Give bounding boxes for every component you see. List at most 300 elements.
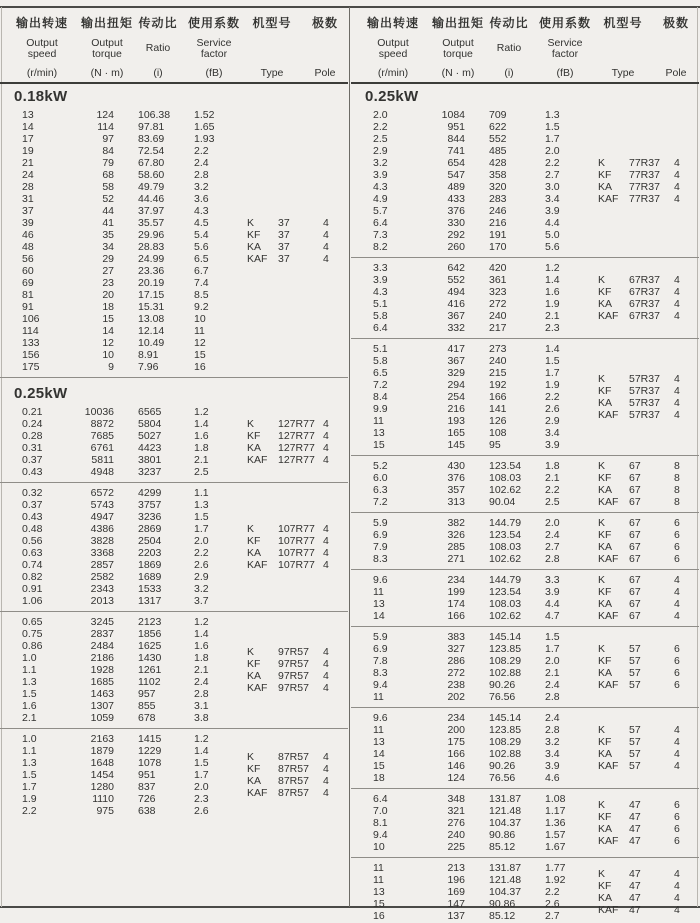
header-label-en bbox=[91, 38, 123, 61]
output-torque-value: 2582 bbox=[90, 571, 114, 583]
output-speed-value: 31 bbox=[22, 193, 34, 205]
service-factor-value: 3.9 bbox=[545, 205, 560, 217]
column-divider-rule bbox=[349, 7, 350, 907]
service-factor-value: 1.7 bbox=[545, 367, 560, 379]
table-row bbox=[351, 631, 699, 643]
output-torque-value: 254 bbox=[447, 391, 465, 403]
service-factor-value: 16 bbox=[194, 361, 206, 373]
output-torque-value: 193 bbox=[447, 415, 465, 427]
pole-value: 4 bbox=[674, 880, 680, 892]
header-unit: (fB) bbox=[205, 67, 223, 79]
output-speed-value: 6.0 bbox=[373, 472, 388, 484]
output-speed-value: 6.3 bbox=[373, 484, 388, 496]
header-unit: (i) bbox=[504, 67, 514, 79]
output-speed-value: 175 bbox=[22, 361, 40, 373]
output-speed-value: 106 bbox=[22, 313, 40, 325]
header-col-pole bbox=[653, 12, 699, 82]
type-group bbox=[598, 274, 680, 322]
ratio-value: 85.12 bbox=[489, 841, 516, 853]
output-torque-value: 4947 bbox=[90, 511, 114, 523]
pole-value: 6 bbox=[674, 529, 680, 541]
output-torque-value: 41 bbox=[102, 217, 114, 229]
output-speed-value: 1.9 bbox=[22, 793, 37, 805]
service-factor-value: 2.9 bbox=[545, 415, 560, 427]
service-factor-value: 4.6 bbox=[545, 772, 560, 784]
type-model: 67 bbox=[629, 496, 641, 508]
ratio-value: 1533 bbox=[138, 583, 162, 595]
type-prefix: KAF bbox=[247, 682, 268, 694]
output-torque-value: 654 bbox=[447, 157, 465, 169]
service-factor-value: 1.52 bbox=[194, 109, 215, 121]
output-torque-value: 34 bbox=[102, 241, 114, 253]
output-speed-value: 1.5 bbox=[22, 769, 37, 781]
ratio-value: 1229 bbox=[138, 745, 162, 757]
header-label-zh: 输出扭矩 bbox=[432, 16, 485, 30]
pole-value: 4 bbox=[674, 193, 680, 205]
output-speed-value: 5.9 bbox=[373, 517, 388, 529]
ratio-value: 957 bbox=[138, 688, 156, 700]
output-speed-value: 13 bbox=[373, 736, 385, 748]
output-speed-value: 0.21 bbox=[22, 406, 43, 418]
header-label-en-line: factor bbox=[551, 48, 579, 60]
output-speed-value: 1.3 bbox=[22, 757, 37, 769]
ratio-value: 145.14 bbox=[489, 712, 522, 724]
service-factor-value: 4.5 bbox=[194, 217, 209, 229]
ratio-value: 104.37 bbox=[489, 817, 522, 829]
ratio-value: 144.79 bbox=[489, 574, 522, 586]
ratio-value: 108.03 bbox=[489, 541, 522, 553]
service-factor-value: 1.4 bbox=[194, 418, 209, 430]
type-row bbox=[598, 835, 680, 847]
data-block bbox=[351, 261, 699, 335]
output-speed-value: 7.2 bbox=[373, 379, 388, 391]
pole-value: 4 bbox=[323, 229, 329, 241]
ratio-value: 1261 bbox=[138, 664, 162, 676]
pole-value: 4 bbox=[674, 760, 680, 772]
type-row bbox=[247, 253, 329, 265]
service-factor-value: 1.4 bbox=[545, 274, 560, 286]
output-torque-value: 272 bbox=[447, 667, 465, 679]
type-prefix: KAF bbox=[598, 610, 619, 622]
output-torque-value: 294 bbox=[447, 379, 465, 391]
ratio-value: 240 bbox=[489, 310, 507, 322]
type-row bbox=[247, 559, 329, 571]
ratio-value: 67.80 bbox=[138, 157, 165, 169]
table-row bbox=[351, 229, 699, 241]
ratio-value: 216 bbox=[489, 217, 507, 229]
pole-value: 6 bbox=[674, 553, 680, 565]
service-factor-value: 1.2 bbox=[545, 262, 560, 274]
service-factor-value: 3.6 bbox=[194, 193, 209, 205]
ratio-value: 855 bbox=[138, 700, 156, 712]
type-model: 67 bbox=[629, 574, 641, 586]
type-group bbox=[598, 373, 680, 421]
output-torque-value: 175 bbox=[447, 736, 465, 748]
pole-value: 4 bbox=[674, 286, 680, 298]
header-label-zh: 传动比 bbox=[138, 16, 178, 30]
service-factor-value: 12 bbox=[194, 337, 206, 349]
output-speed-value: 11 bbox=[373, 724, 384, 736]
table-row bbox=[0, 628, 348, 640]
type-model: 57 bbox=[629, 655, 641, 667]
service-factor-value: 1.36 bbox=[545, 817, 566, 829]
type-model: 127R77 bbox=[278, 442, 315, 454]
service-factor-value: 2.5 bbox=[545, 496, 560, 508]
type-model: 57 bbox=[629, 667, 641, 679]
output-torque-value: 35 bbox=[102, 229, 114, 241]
output-torque-value: 2837 bbox=[90, 628, 114, 640]
header-col-pole bbox=[302, 12, 348, 82]
output-torque-value: 14 bbox=[102, 325, 114, 337]
ratio-value: 1856 bbox=[138, 628, 162, 640]
type-model: 107R77 bbox=[278, 535, 315, 547]
type-prefix: KAF bbox=[247, 454, 268, 466]
output-speed-value: 13 bbox=[373, 598, 385, 610]
block-divider bbox=[351, 788, 699, 789]
output-speed-value: 7.0 bbox=[373, 805, 388, 817]
ratio-value: 1415 bbox=[138, 733, 162, 745]
header-col-ratio bbox=[130, 12, 186, 82]
type-model: 67 bbox=[629, 553, 641, 565]
type-group bbox=[247, 646, 329, 694]
output-torque-value: 271 bbox=[447, 553, 465, 565]
pole-value: 4 bbox=[323, 763, 329, 775]
output-torque-value: 147 bbox=[447, 898, 465, 910]
table-row bbox=[351, 241, 699, 253]
data-block bbox=[351, 792, 699, 854]
output-torque-value: 741 bbox=[447, 145, 465, 157]
output-torque-value: 1280 bbox=[90, 781, 114, 793]
table-row bbox=[0, 289, 348, 301]
output-torque-value: 137 bbox=[447, 910, 465, 922]
header-label-zh: 极数 bbox=[662, 16, 689, 30]
header-label-zh: 机型号 bbox=[252, 16, 292, 30]
pole-value: 4 bbox=[674, 274, 680, 286]
type-model: 87R57 bbox=[278, 787, 309, 799]
service-factor-value: 4.7 bbox=[545, 610, 560, 622]
ratio-value: 102.88 bbox=[489, 667, 522, 679]
pole-value: 4 bbox=[674, 748, 680, 760]
output-speed-value: 0.74 bbox=[22, 559, 43, 571]
type-row bbox=[598, 811, 680, 823]
service-factor-value: 6.5 bbox=[194, 253, 209, 265]
ratio-value: 678 bbox=[138, 712, 156, 724]
service-factor-value: 2.4 bbox=[545, 712, 560, 724]
output-speed-value: 2.1 bbox=[22, 712, 37, 724]
ratio-value: 217 bbox=[489, 322, 507, 334]
service-factor-value: 1.9 bbox=[545, 298, 560, 310]
type-prefix: KF bbox=[598, 655, 612, 667]
ratio-value: 1317 bbox=[138, 595, 162, 607]
service-factor-value: 1.57 bbox=[545, 829, 566, 841]
output-torque-value: 97 bbox=[102, 133, 114, 145]
table-row bbox=[351, 322, 699, 334]
type-group bbox=[598, 868, 680, 916]
service-factor-value: 10 bbox=[194, 313, 206, 325]
output-speed-value: 9.4 bbox=[373, 679, 388, 691]
output-torque-value: 1084 bbox=[441, 109, 465, 121]
ratio-value: 323 bbox=[489, 286, 507, 298]
output-torque-value: 234 bbox=[447, 574, 465, 586]
ratio-value: 2869 bbox=[138, 523, 162, 535]
type-row bbox=[598, 823, 680, 835]
pole-value: 4 bbox=[674, 724, 680, 736]
ratio-value: 273 bbox=[489, 343, 507, 355]
ratio-value: 90.04 bbox=[489, 496, 516, 508]
type-row bbox=[598, 586, 680, 598]
type-row bbox=[598, 310, 680, 322]
ratio-value: 108.29 bbox=[489, 736, 522, 748]
output-speed-value: 0.28 bbox=[22, 430, 43, 442]
output-torque-value: 642 bbox=[447, 262, 465, 274]
ratio-value: 726 bbox=[138, 793, 156, 805]
type-row bbox=[598, 610, 680, 622]
type-row bbox=[598, 574, 680, 586]
table-row bbox=[0, 193, 348, 205]
type-prefix: KF bbox=[598, 811, 612, 823]
output-torque-value: 3245 bbox=[90, 616, 114, 628]
type-model: 47 bbox=[629, 868, 641, 880]
type-model: 97R57 bbox=[278, 682, 309, 694]
service-factor-value: 1.2 bbox=[194, 733, 209, 745]
pole-value: 4 bbox=[323, 547, 329, 559]
ratio-value: 3236 bbox=[138, 511, 162, 523]
output-torque-value: 330 bbox=[447, 217, 465, 229]
type-group bbox=[598, 517, 680, 565]
header-label-zh: 输出转速 bbox=[15, 16, 68, 30]
output-torque-value: 313 bbox=[447, 496, 465, 508]
service-factor-value: 3.4 bbox=[545, 427, 560, 439]
ratio-value: 37.97 bbox=[138, 205, 165, 217]
service-factor-value: 2.7 bbox=[545, 169, 560, 181]
output-torque-value: 1307 bbox=[90, 700, 114, 712]
type-row bbox=[598, 529, 680, 541]
header-label-en-line: factor bbox=[200, 48, 228, 60]
table-row bbox=[0, 733, 348, 745]
header-col-type bbox=[242, 12, 302, 82]
data-block bbox=[351, 861, 699, 923]
table-header bbox=[0, 9, 348, 84]
data-block bbox=[0, 108, 348, 374]
service-factor-value: 6.7 bbox=[194, 265, 209, 277]
type-prefix: KA bbox=[598, 397, 613, 409]
output-speed-value: 39 bbox=[22, 217, 34, 229]
type-model: 57R37 bbox=[629, 397, 660, 409]
header-label-en-line: Service bbox=[547, 36, 583, 49]
output-speed-value: 8.2 bbox=[373, 241, 388, 253]
ratio-value: 97.81 bbox=[138, 121, 165, 133]
type-prefix: KA bbox=[247, 775, 262, 787]
output-torque-value: 84 bbox=[102, 145, 114, 157]
type-prefix: KA bbox=[598, 598, 613, 610]
service-factor-value: 7.4 bbox=[194, 277, 209, 289]
output-torque-value: 202 bbox=[447, 691, 465, 703]
ratio-value: 358 bbox=[489, 169, 507, 181]
service-factor-value: 1.08 bbox=[545, 793, 566, 805]
header-label-en bbox=[442, 38, 474, 61]
type-model: 77R37 bbox=[629, 157, 660, 169]
ratio-value: 246 bbox=[489, 205, 507, 217]
table-row bbox=[0, 571, 348, 583]
data-block bbox=[0, 615, 348, 725]
type-prefix: KA bbox=[598, 541, 613, 553]
header-unit: (r/min) bbox=[377, 67, 409, 79]
ratio-value: 131.87 bbox=[489, 862, 522, 874]
output-torque-value: 10036 bbox=[84, 406, 114, 418]
service-factor-value: 3.9 bbox=[545, 586, 560, 598]
ratio-value: 272 bbox=[489, 298, 507, 310]
output-speed-value: 1.0 bbox=[22, 652, 37, 664]
header-col-output-torque bbox=[81, 12, 134, 82]
type-row bbox=[247, 535, 329, 547]
header-label-zh: 极数 bbox=[311, 16, 338, 30]
type-prefix: K bbox=[598, 799, 606, 811]
table-row bbox=[351, 427, 699, 439]
output-speed-value: 37 bbox=[22, 205, 34, 217]
type-model: 107R77 bbox=[278, 523, 315, 535]
output-torque-value: 367 bbox=[447, 355, 465, 367]
pole-value: 8 bbox=[674, 472, 680, 484]
pole-value: 4 bbox=[674, 181, 680, 193]
service-factor-value: 2.4 bbox=[194, 676, 209, 688]
type-prefix: KF bbox=[247, 763, 261, 775]
service-factor-value: 3.3 bbox=[545, 574, 560, 586]
pole-value: 6 bbox=[674, 823, 680, 835]
section-title-power: 0.25kW bbox=[14, 385, 68, 402]
header-label-en-line: torque bbox=[92, 48, 122, 60]
block-divider bbox=[0, 611, 348, 612]
output-speed-value: 0.24 bbox=[22, 418, 43, 430]
ratio-value: 90.26 bbox=[489, 679, 516, 691]
output-speed-value: 7.2 bbox=[373, 496, 388, 508]
type-model: 67R37 bbox=[629, 274, 660, 286]
table-column-left bbox=[0, 9, 348, 818]
pole-value: 6 bbox=[674, 835, 680, 847]
pole-value: 4 bbox=[323, 646, 329, 658]
service-factor-value: 1.4 bbox=[545, 343, 560, 355]
header-unit: (i) bbox=[153, 67, 163, 79]
output-speed-value: 0.91 bbox=[22, 583, 43, 595]
ratio-value: 485 bbox=[489, 145, 507, 157]
output-speed-value: 4.3 bbox=[373, 181, 388, 193]
output-torque-value: 416 bbox=[447, 298, 465, 310]
type-prefix: KA bbox=[598, 484, 613, 496]
output-torque-value: 367 bbox=[447, 310, 465, 322]
type-row bbox=[598, 904, 680, 916]
output-speed-value: 1.0 bbox=[22, 733, 37, 745]
table-row bbox=[0, 595, 348, 607]
output-speed-value: 9.6 bbox=[373, 574, 388, 586]
output-torque-value: 1454 bbox=[90, 769, 114, 781]
output-speed-value: 156 bbox=[22, 349, 40, 361]
type-prefix: K bbox=[598, 517, 606, 529]
ratio-value: 2203 bbox=[138, 547, 162, 559]
data-block bbox=[351, 573, 699, 623]
pole-value: 4 bbox=[323, 775, 329, 787]
header-label-en-line: torque bbox=[443, 48, 473, 60]
type-model: 67 bbox=[629, 586, 641, 598]
type-model: 87R57 bbox=[278, 775, 309, 787]
output-speed-value: 14 bbox=[373, 748, 385, 760]
service-factor-value: 2.1 bbox=[545, 472, 560, 484]
output-torque-value: 4386 bbox=[90, 523, 114, 535]
type-row bbox=[247, 751, 329, 763]
output-speed-value: 0.63 bbox=[22, 547, 43, 559]
type-prefix: KA bbox=[247, 442, 262, 454]
ratio-value: 5027 bbox=[138, 430, 162, 442]
ratio-value: 90.26 bbox=[489, 760, 516, 772]
output-torque-value: 332 bbox=[447, 322, 465, 334]
output-torque-value: 357 bbox=[447, 484, 465, 496]
service-factor-value: 2.8 bbox=[194, 688, 209, 700]
output-torque-value: 6572 bbox=[90, 487, 114, 499]
output-speed-value: 3.3 bbox=[373, 262, 388, 274]
type-prefix: KAF bbox=[598, 904, 619, 916]
header-unit: (r/min) bbox=[26, 67, 58, 79]
data-block bbox=[0, 486, 348, 608]
output-speed-value: 24 bbox=[22, 169, 34, 181]
output-speed-value: 6.9 bbox=[373, 529, 388, 541]
type-row bbox=[598, 517, 680, 529]
table-row bbox=[0, 466, 348, 478]
service-factor-value: 15 bbox=[194, 349, 206, 361]
data-block bbox=[0, 732, 348, 818]
type-model: 127R77 bbox=[278, 430, 315, 442]
ratio-value: 102.88 bbox=[489, 748, 522, 760]
output-speed-value: 11 bbox=[373, 862, 384, 874]
type-row bbox=[598, 643, 680, 655]
ratio-value: 191 bbox=[489, 229, 507, 241]
output-torque-value: 52 bbox=[102, 193, 114, 205]
type-prefix: KAF bbox=[247, 787, 268, 799]
type-model: 97R57 bbox=[278, 670, 309, 682]
ratio-value: 123.54 bbox=[489, 586, 522, 598]
table-row bbox=[0, 511, 348, 523]
table-row bbox=[0, 205, 348, 217]
ratio-value: 5804 bbox=[138, 418, 162, 430]
pole-value: 4 bbox=[323, 442, 329, 454]
pole-value: 4 bbox=[674, 169, 680, 181]
output-torque-value: 433 bbox=[447, 193, 465, 205]
output-speed-value: 2.2 bbox=[373, 121, 388, 133]
type-group bbox=[247, 523, 329, 571]
type-model: 67R37 bbox=[629, 286, 660, 298]
output-torque-value: 240 bbox=[447, 829, 465, 841]
type-row bbox=[247, 658, 329, 670]
output-torque-value: 2343 bbox=[90, 583, 114, 595]
type-row bbox=[247, 229, 329, 241]
output-torque-value: 327 bbox=[447, 643, 465, 655]
type-model: 107R77 bbox=[278, 547, 315, 559]
header-label-zh: 使用系数 bbox=[187, 16, 240, 30]
output-speed-value: 6.5 bbox=[373, 367, 388, 379]
output-speed-value: 56 bbox=[22, 253, 34, 265]
pole-value: 4 bbox=[323, 217, 329, 229]
output-speed-value: 133 bbox=[22, 337, 40, 349]
output-speed-value: 1.5 bbox=[22, 688, 37, 700]
ratio-value: 837 bbox=[138, 781, 156, 793]
output-torque-value: 4948 bbox=[90, 466, 114, 478]
service-factor-value: 1.7 bbox=[194, 523, 209, 535]
ratio-value: 123.54 bbox=[489, 529, 522, 541]
pole-value: 4 bbox=[674, 868, 680, 880]
service-factor-value: 3.7 bbox=[194, 595, 209, 607]
output-speed-value: 7.9 bbox=[373, 541, 388, 553]
output-speed-value: 0.86 bbox=[22, 640, 43, 652]
ratio-value: 3801 bbox=[138, 454, 162, 466]
output-torque-value: 165 bbox=[447, 427, 465, 439]
pole-value: 6 bbox=[674, 679, 680, 691]
